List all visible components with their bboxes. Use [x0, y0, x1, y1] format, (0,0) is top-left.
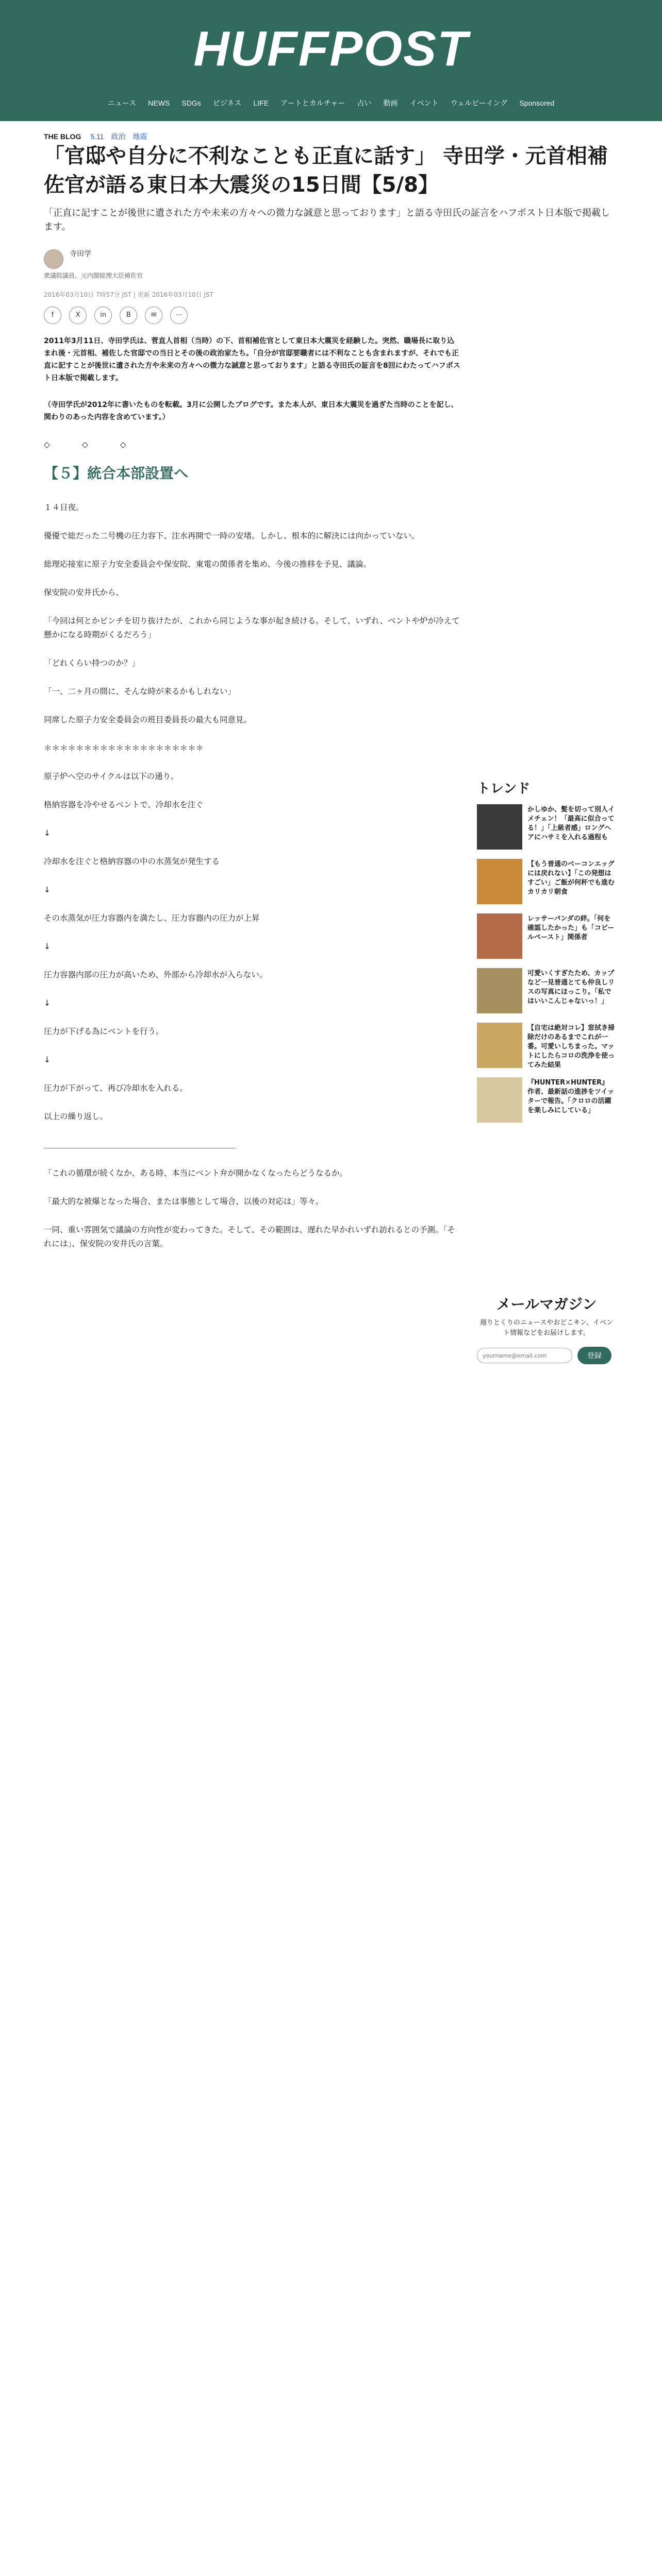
- article-paragraph: 一同、重い雰囲気で議論の方向性が変わってきた。そして、その範囲は、遅れた早かれいずれ訪れるとの予測。「それには」、保安院の安井氏の言葉。: [44, 1225, 455, 1248]
- article-paragraph: ↓: [44, 1055, 51, 1064]
- hatena-icon[interactable]: B: [120, 307, 137, 324]
- publish-date: 2016年03月10日 7時57分 JST | 更新 2016年03月10日 JST: [44, 291, 213, 298]
- newsletter-description: 週りとくりのニュースやおどこキン、イベント情報などをお届けします。: [479, 1319, 614, 1337]
- article-paragraph: 以上の繰り返し。: [44, 1112, 108, 1121]
- newsletter-title: メールマガジン: [496, 1296, 597, 1313]
- article-title: 「官邸や自分に不利なことも正直に話す」 寺田学・元首相補佐官が語る東日本大震災の15日間【5/8】: [44, 144, 608, 197]
- nav-item-sponsored[interactable]: Sponsored: [519, 99, 555, 107]
- site-header: [0, 0, 662, 121]
- trend-title[interactable]: 【もう普通のベーコンエッグには戻れない】「この発想はすごい」ご飯が何杯でも進むカリカリ朝食: [527, 860, 615, 896]
- article-lead: 2011年3月11日、寺田学氏は、菅直人首相（当時）の下、首相補佐官として東日本大震災を経験した。突然、職場長に取り込まれ後・元首相、補佐した官邸での当日とその後の政治家たち。「自分が官邸要職者には不利なことも含まれますが、それでも正直に記すことが後世に遺された方や未来の方々への微力な誠意と思っております」と語る寺田氏の証言を8回にわたってハフポスト日本版で掲載します。: [44, 337, 460, 382]
- article-paragraph: 保安院の安井氏から、: [44, 588, 124, 597]
- author-role: 衆議院議員、元内閣総理大臣補佐官: [44, 272, 143, 279]
- nav-item-sdgs[interactable]: SDGs: [181, 99, 201, 107]
- trend-thumbnail[interactable]: [477, 1077, 522, 1123]
- email-field[interactable]: [477, 1348, 572, 1363]
- article-paragraph: ↓: [44, 828, 51, 838]
- article-paragraph: １４日夜。: [44, 503, 84, 512]
- article-paragraph: ↓: [44, 998, 51, 1008]
- email-icon[interactable]: ✉: [145, 307, 162, 324]
- trend-item[interactable]: [477, 804, 616, 854]
- tag-link[interactable]: 5.11: [90, 132, 104, 141]
- article-paragraph: 圧力が下がって、再び冷却水を入れる。: [44, 1083, 188, 1093]
- tag-link[interactable]: 地震: [133, 132, 147, 141]
- article-body: [44, 335, 461, 1265]
- trend-thumbnail[interactable]: [477, 968, 522, 1013]
- trend-item[interactable]: [477, 1023, 616, 1072]
- x-icon[interactable]: X: [69, 307, 87, 324]
- article-paragraph: ＿＿＿＿＿＿＿＿＿＿＿＿＿＿＿＿＿＿＿＿＿＿＿＿: [44, 1140, 236, 1149]
- article-paragraph: 格納容器を冷やせるベントで、冷却水を注ぐ: [44, 800, 204, 809]
- article-paragraph: 「一、二ヶ月の間に、そんな時が来るかもしれない」: [44, 687, 236, 696]
- article-paragraph: 冷却水を注ぐと格納容器の中の水蒸気が発生する: [44, 857, 220, 866]
- article-paragraph: 「今回は何とかピンチを切り抜けたが、これから同じような事が起き続ける。そして、いずれ、ベントや炉が冷えて懸かになる時期がくるだろう」: [44, 616, 460, 639]
- trend-heading: トレンド: [477, 781, 531, 796]
- article-subtitle: 「正直に記すことが後世に遺された方や未来の方々への微力な誠意と思っております」と語る寺田氏の証言をハフポスト日本版で掲載します。: [44, 208, 610, 232]
- article-paragraph: 圧力が下げる為にベントを行う。: [44, 1027, 164, 1036]
- nav-item-fortune[interactable]: 占い: [357, 99, 372, 107]
- nav-item-news-jp[interactable]: ニュース: [107, 99, 137, 107]
- article-paragraph: ↓: [44, 942, 51, 951]
- article-paragraph: 同席した原子力安全委員会の班目委員長の最大も同意見。: [44, 715, 252, 724]
- sidebar: [477, 778, 616, 1132]
- trend-title[interactable]: 『HUNTER×HUNTER』作者、最新話の進捗をツイッターで報告。「クロロの活躍を楽しみにしている」: [527, 1079, 615, 1114]
- blog-label[interactable]: THE BLOG: [44, 132, 81, 141]
- section-heading: 【５】統合本部設置へ: [44, 465, 189, 482]
- nav-item-art[interactable]: アートとカルチャー: [280, 99, 345, 107]
- article-paragraph: ＊＊＊＊＊＊＊＊＊＊＊＊＊＊＊＊＊＊＊＊: [44, 743, 204, 753]
- tag-link[interactable]: 政治: [111, 132, 126, 141]
- article-paragraph: その水蒸気が圧力容器内を満たし、圧力容器内の圧力が上昇: [44, 913, 260, 923]
- share-bar: [44, 307, 193, 327]
- subscribe-button[interactable]: 登録: [577, 1347, 611, 1364]
- trend-thumbnail[interactable]: [477, 859, 522, 904]
- nav-item-video[interactable]: 動画: [383, 99, 398, 107]
- trend-title[interactable]: 【自宅は絶対コレ】窓拭き掃除だけのあるまでこれが一番。可愛いしちまった。マットにしたらコロの洗浄を使ってみた結果: [527, 1024, 615, 1069]
- paragraph-list: [44, 501, 461, 1251]
- separator: ◇ ◇ ◇: [44, 440, 126, 449]
- trend-item[interactable]: [477, 1077, 616, 1127]
- author-block: [44, 246, 250, 277]
- nav-item-wellbeing[interactable]: ウェルビーイング: [450, 99, 508, 107]
- trend-thumbnail[interactable]: [477, 1023, 522, 1068]
- article-paragraph: 「これの循環が続くなか、ある時、本当にベント弁が開かなくなったらどうなるか。: [44, 1168, 348, 1178]
- nav-item-news[interactable]: NEWS: [148, 99, 170, 107]
- article-lead-note: （寺田学氏が2012年に書いたものを転載。3月に公開したブログです。また本人が、東日本大震災を過ぎた当時のことを記し、関わりのあった内容を含めています。）: [44, 401, 458, 421]
- article-paragraph: 優優で総だった二号機の圧力容下、注水再開で一時の安堵。しかし、根本的に解決には向かっていない。: [44, 531, 420, 540]
- article-paragraph: 総理応接室に原子力安全委員会や保安院、東電の関係者を集め、今後の推移を予見、議論。: [44, 560, 371, 569]
- breadcrumb: [44, 131, 152, 142]
- nav-item-business[interactable]: ビジネス: [212, 99, 242, 107]
- nav-item-events[interactable]: イベント: [409, 99, 439, 107]
- site-logo[interactable]: HUFFPOST: [193, 21, 469, 76]
- trend-thumbnail[interactable]: [477, 913, 522, 959]
- newsletter-box: [477, 1293, 616, 1360]
- author-name[interactable]: 寺田学: [70, 250, 91, 258]
- main-nav: [0, 98, 662, 108]
- article-paragraph: 「最大的な被爆となった場合、または事態として場合、以後の対応は」等々。: [44, 1197, 324, 1206]
- trend-item[interactable]: [477, 859, 616, 908]
- trend-title[interactable]: 可愛いくすぎたため、カップなど一見普通とても仲良しリスの写真にほっこり。「私ではいいこんじゃないっ！」: [527, 970, 615, 1005]
- trend-title[interactable]: レッサーパンダの絆。「何を確認したかった」も「コビールペースト」関係者: [527, 915, 615, 941]
- linkedin-icon[interactable]: in: [94, 307, 112, 324]
- article-paragraph: 圧力容器内部の圧力が高いため、外部から冷却水が入らない。: [44, 970, 268, 979]
- more-icon[interactable]: ⋯: [170, 307, 188, 324]
- article-paragraph: 「どれくらい持つのか？」: [44, 658, 140, 668]
- nav-item-life[interactable]: LIFE: [253, 99, 269, 107]
- article-paragraph: ↓: [44, 885, 51, 894]
- facebook-icon[interactable]: f: [44, 307, 61, 324]
- article-paragraph: 原子炉へ空のサイクルは以下の通り。: [44, 772, 179, 781]
- avatar[interactable]: [44, 249, 63, 269]
- trend-item[interactable]: [477, 913, 616, 963]
- trend-thumbnail[interactable]: [477, 804, 522, 850]
- trend-item[interactable]: [477, 968, 616, 1018]
- trend-title[interactable]: かしゆか、髪を切って別人イメチェン！「最高に似合ってる！」「上級者感」ロングヘアにハサミを入れる過程も: [527, 806, 615, 841]
